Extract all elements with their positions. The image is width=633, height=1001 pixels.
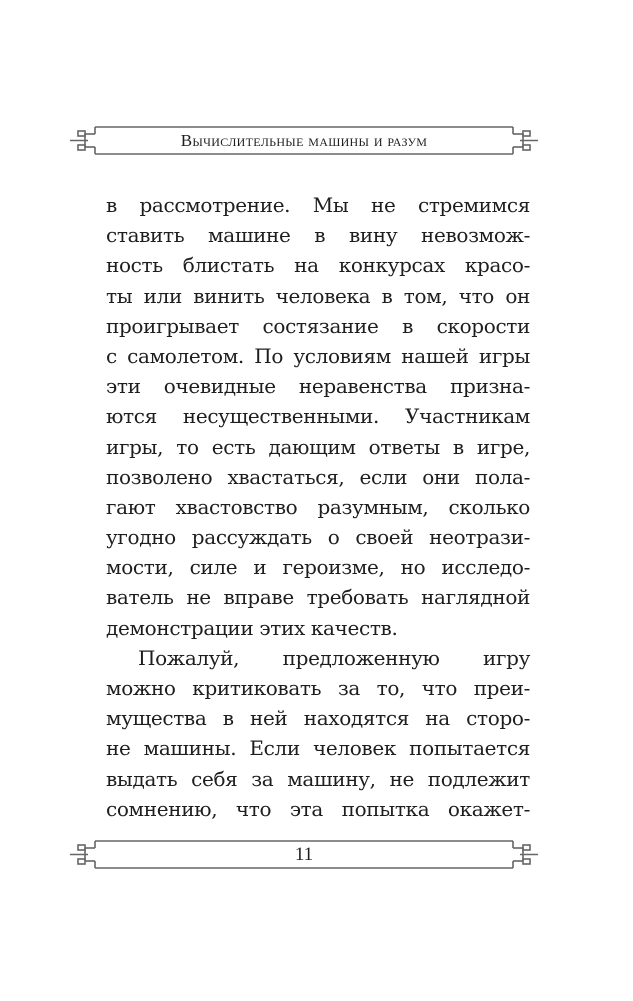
text-line: ность блистать на конкурсах красо- xyxy=(106,253,530,278)
running-head xyxy=(70,125,538,155)
text-line: с самолетом. По условиям нашей игры xyxy=(106,343,530,368)
text-line: мущества в ней находятся на сторо- xyxy=(106,706,530,731)
text-line: демонстрации этих качеств. xyxy=(106,615,398,640)
page-body xyxy=(106,190,530,824)
text-line: гают хвастовство разумным, сколько xyxy=(106,494,530,519)
text-line: угодно рассуждать о своей неотрази- xyxy=(106,525,530,550)
page-footer xyxy=(70,839,538,869)
running-head-title: Вычислительные машины и разум xyxy=(180,131,428,150)
text-line: не машины. Если человек попытается xyxy=(106,736,530,761)
text-line: проигрывает состязание в скорости xyxy=(106,313,530,338)
text-line: мости, силе и героизме, но исследо- xyxy=(106,555,530,580)
text-line: игры, то есть дающим ответы в игре, xyxy=(106,434,530,459)
text-line: ются несущественными. Участникам xyxy=(106,404,530,429)
text-line: сомнению, что эта попытка окажет- xyxy=(106,796,530,821)
text-line: Пожалуй, предложенную игру xyxy=(138,645,530,670)
text-line: эти очевидные неравенства призна- xyxy=(106,374,530,399)
text-line: в рассмотрение. Мы не стремимся xyxy=(106,193,530,217)
paragraph xyxy=(106,643,530,824)
paragraph-continued xyxy=(106,190,530,643)
text-line: позволено хвастаться, если они пола- xyxy=(106,464,530,489)
page-number: 11 xyxy=(294,844,314,865)
text-line: ставить машине в вину невозмож- xyxy=(106,223,530,248)
text-line: ты или винить человека в том, что он xyxy=(106,283,530,308)
text-line: выдать себя за машину, не подлежит xyxy=(106,766,530,791)
text-line: ватель не вправе требовать наглядной xyxy=(106,585,530,610)
text-line: можно критиковать за то, что преи- xyxy=(106,676,530,700)
